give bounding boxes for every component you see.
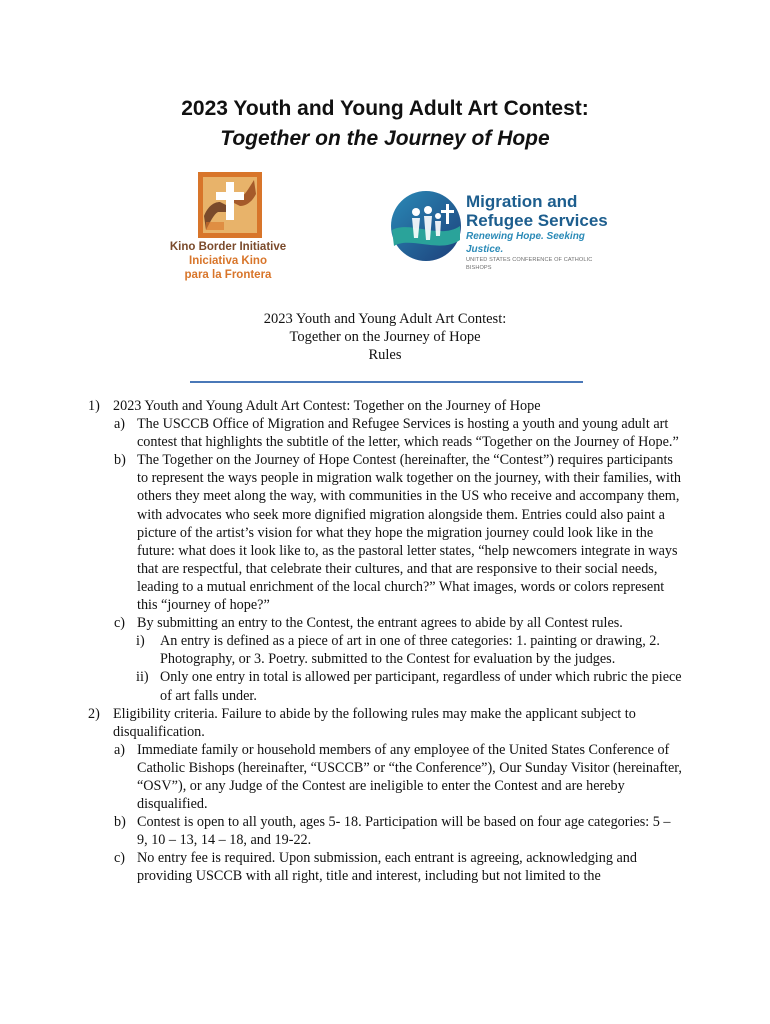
- rules-heading-line3: Rules: [368, 347, 402, 363]
- mrs-tagline: Renewing Hope. Seeking Justice.: [466, 231, 585, 255]
- list-item: [0, 451, 770, 614]
- rules-body: [0, 397, 770, 886]
- item-label: c): [114, 615, 126, 632]
- kino-logo-text: [162, 240, 294, 282]
- horizontal-divider: [190, 381, 583, 383]
- kino-logo-line1: Kino Border Initiative: [169, 241, 287, 253]
- list-item: [0, 741, 770, 813]
- sub-item-label: ii): [136, 669, 149, 686]
- sub-item-label: i): [136, 633, 145, 650]
- kino-border-initiative-logo: [162, 170, 294, 288]
- title-italic-line: Together on the Journey of Hope: [220, 127, 550, 150]
- hands-cross-icon: [198, 172, 262, 238]
- item-text: The Together on the Journey of Hope Contest (hereinafter, the “Contest”) requires participants to represent the ways people in migration walk together on the journey, with their families, with others they meet along the way, with communities in the US who receive and accompany them, with advocates who seek more dignified migration alongside them. Entries could also paint a picture of the artist’s vision for what they hope the migration journey could look like in the future: what does it look like to, as the pastoral letter states, “help newcomers integrate in ways that are respectful, that celebrate their cultures, and that are responsive to their social needs, leading to a mutual enrichment of the local church?” What images, words or colors represent this “journey of hope?”: [137, 452, 681, 614]
- list-item: [0, 813, 770, 849]
- mrs-name-line2: Refugee Services: [466, 211, 608, 230]
- sub-list-item: [0, 668, 770, 704]
- section-1: [0, 397, 770, 415]
- sub-item-text: Only one entry in total is allowed per participant, regardless of under which rubric the piece of art falls under.: [160, 669, 682, 704]
- item-text: Immediate family or household members of any employee of the United States Conference of Catholic Bishops (hereinafter, “USCCB” or “the Conference”), Our Sunday Visitor (hereinafter, “OSV”), or any Judge of the Contest are ineligible to enter the Contest and are hereby disqualified.: [137, 741, 682, 813]
- item-text: The USCCB Office of Migration and Refugee Services is hosting a youth and young adult art contest that highlights the subtitle of the letter, which reads “Together on the Journey of Hope.”: [137, 416, 679, 451]
- sub-item-text: An entry is defined as a piece of art in one of three categories: 1. painting or drawing, 2. Photography, or 3. Poetry. submitted to the Contest for evaluation by the judges.: [160, 633, 660, 668]
- item-label: c): [114, 850, 126, 867]
- globe-family-icon: [390, 190, 462, 262]
- title-line: 2023 Youth and Young Adult Art Contest:: [181, 97, 589, 120]
- kino-logo-line3: para la Frontera: [184, 269, 272, 281]
- mrs-logo-text: [466, 192, 616, 272]
- rules-heading-line2: Together on the Journey of Hope: [289, 329, 481, 345]
- mrs-org-name: UNITED STATES CONFERENCE OF CATHOLIC BISHOPS: [466, 257, 593, 271]
- rules-heading-line1: 2023 Youth and Young Adult Art Contest:: [263, 311, 507, 327]
- sub-list-item: [0, 632, 770, 668]
- list-item: [0, 849, 770, 885]
- item-text: Contest is open to all youth, ages 5- 18. Participation will be based on four age categories: 5 – 9, 10 – 13, 14 – 18, and 19-22.: [137, 814, 671, 849]
- item-label: b): [114, 452, 126, 469]
- section-heading: Eligibility criteria. Failure to abide by the following rules may make the applicant subject to disqualification.: [113, 705, 636, 740]
- mrs-name-line1: Migration and: [466, 192, 578, 211]
- section-number: 2): [88, 705, 100, 722]
- item-label: b): [114, 814, 126, 831]
- kino-logo-line2: Iniciativa Kino: [189, 255, 267, 267]
- item-text: By submitting an entry to the Contest, the entrant agrees to abide by all Contest rules.: [137, 615, 623, 632]
- section-heading: 2023 Youth and Young Adult Art Contest: Together on the Journey of Hope: [113, 398, 541, 414]
- item-text: No entry fee is required. Upon submission, each entrant is agreeing, acknowledging and providing USCCB with all right, title and interest, including but not limited to the: [137, 850, 637, 885]
- migration-refugee-services-logo: [390, 190, 610, 271]
- section-number: 1): [88, 398, 100, 414]
- item-label: a): [114, 416, 126, 433]
- list-item: [0, 415, 770, 451]
- list-item: [0, 614, 770, 632]
- document-title: [0, 94, 770, 154]
- section-2: [0, 705, 770, 741]
- item-label: a): [114, 741, 126, 758]
- rules-heading: [0, 310, 770, 364]
